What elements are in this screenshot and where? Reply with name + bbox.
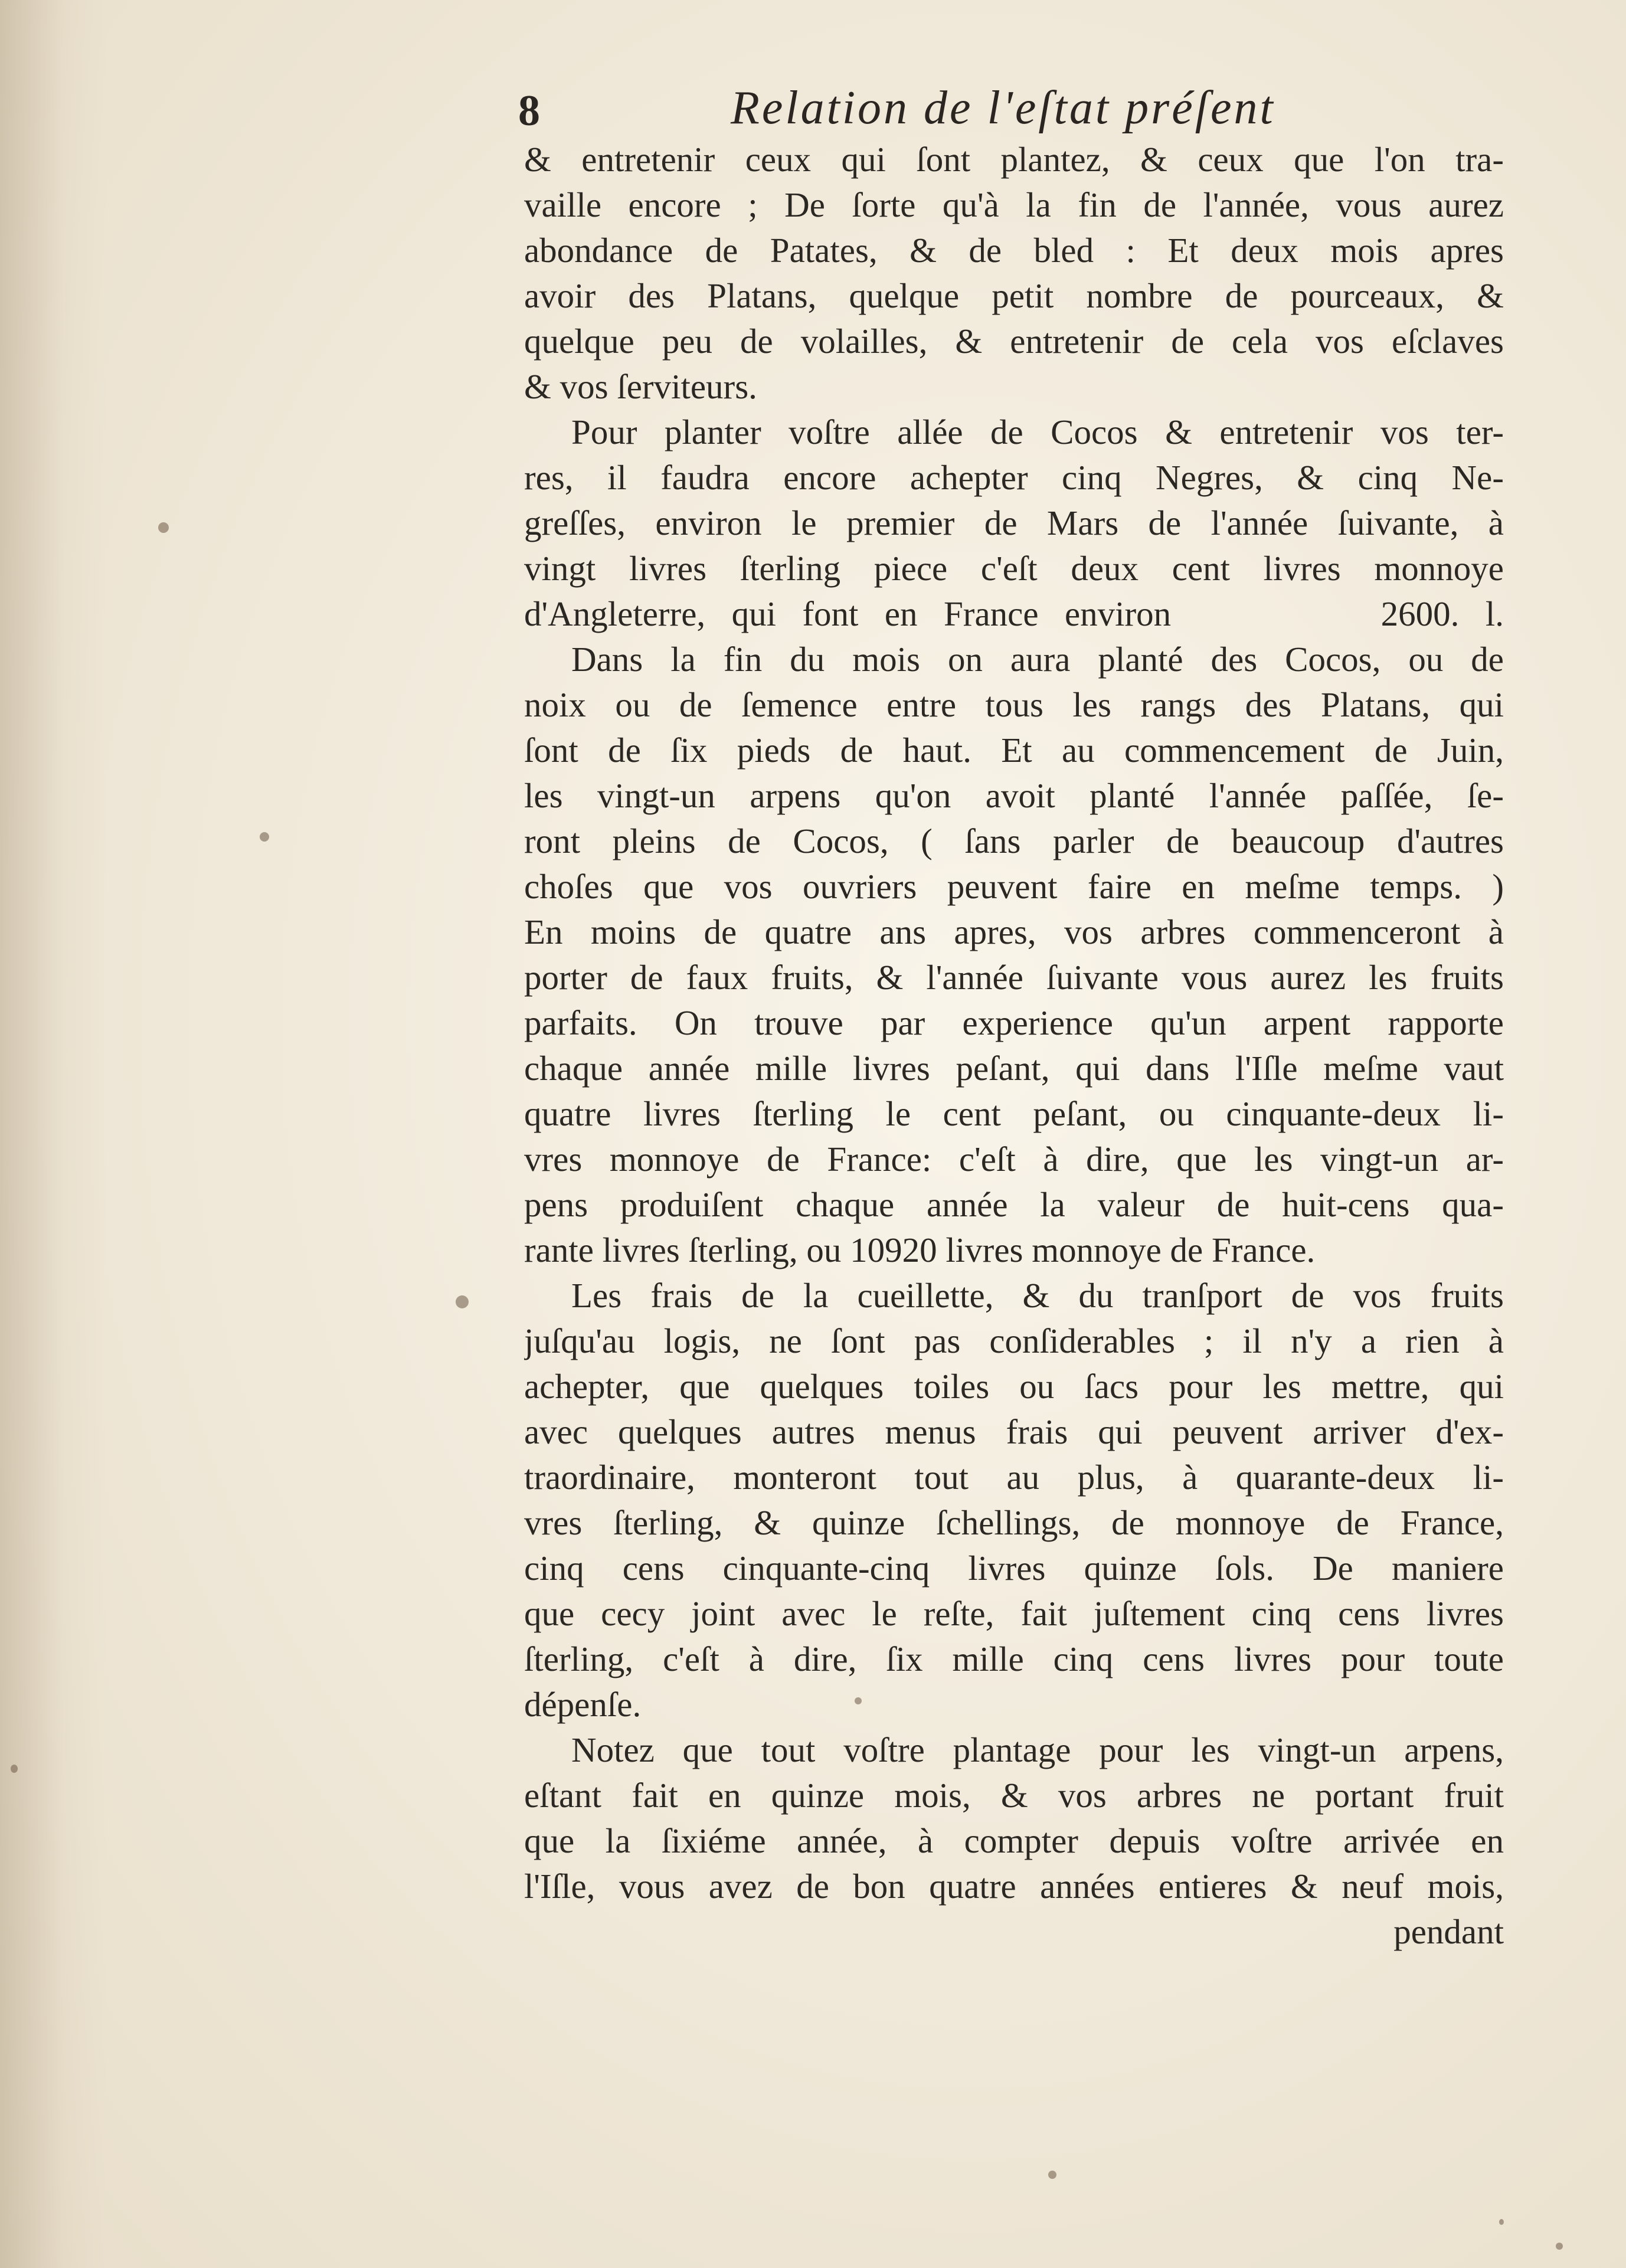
text-line: & vos ſerviteurs. [524,367,757,406]
text-line: ſont de ſix pieds de haut. Et au commencement de Juin, [524,731,1504,770]
text-line: eſtant fait en quinze mois, & vos arbres ne portant fruit [524,1776,1504,1815]
paragraph-first-line: Dans la fin du mois on aura planté des Cocos, ou de [571,640,1504,679]
foxing-spot [456,1295,469,1308]
text-line: choſes que vos ouvriers peuvent faire en meſme temps. ) [524,867,1504,906]
text-line: abondance de Patates, & de bled : Et deux mois apres [524,231,1504,270]
text-line: les vingt-un arpens qu'on avoit planté l'année paſſée, ſe- [524,776,1504,815]
text-line: quatre livres ſterling le cent peſant, ou cinquante-deux li- [524,1094,1504,1133]
text-line: res, il faudra encore achepter cinq Negres, & cinq Ne- [524,458,1504,497]
text-line: porter de faux fruits, & l'année ſuivante vous aurez les fruits [524,958,1504,997]
text-line: vaille encore ; De ſorte qu'à la fin de l'année, vous aurez [524,185,1504,224]
text-line: greſſes, environ le premier de Mars de l'année ſuivante, à [524,503,1504,542]
text-line: que la ſixiéme année, à compter depuis voſtre arrivée en [524,1821,1504,1860]
text-line: juſqu'au logis, ne ſont pas conſiderables ; il n'y a rien à [524,1321,1504,1360]
foxing-spot [1556,2243,1563,2250]
foxing-spot [158,522,169,533]
foxing-spot [1048,2171,1056,2179]
text-line: vingt livres ſterling piece c'eſt deux cent livres monnoye [524,549,1504,588]
text-line: d'Angleterre, qui font en France environ 2600. l. [524,594,1504,633]
text-line: avoir des Platans, quelque petit nombre de pourceaux, & [524,276,1504,315]
body-text [524,137,1504,1955]
text-line: & entretenir ceux qui ſont plantez, & ceux que l'on tra- [524,140,1504,179]
text-line: parfaits. On trouve par experience qu'un arpent rapporte [524,1003,1504,1042]
text-line: En moins de quatre ans apres, vos arbres commenceront à [524,912,1504,951]
foxing-spot [260,832,269,842]
gutter-shadow [0,0,106,2268]
text-line: noix ou de ſemence entre tous les rangs des Platans, qui [524,685,1504,724]
text-line: ſterling, c'eſt à dire, ſix mille cinq cens livres pour toute [524,1639,1504,1678]
text-line: vres ſterling, & quinze ſchellings, de monnoye de France, [524,1503,1504,1542]
text-line: ront pleins de Cocos, ( ſans parler de beaucoup d'autres [524,822,1504,860]
foxing-spot [1499,2219,1504,2225]
text-line: chaque année mille livres peſant, qui dans l'Iſle meſme vaut [524,1049,1504,1088]
text-line: avec quelques autres menus frais qui peuvent arriver d'ex- [524,1412,1504,1451]
text-line: pens produiſent chaque année la valeur de huit-cens qua- [524,1185,1504,1224]
text-line: quelque peu de volailles, & entretenir de cela vos eſclaves [524,322,1504,361]
paragraph-first-line: Les frais de la cueillette, & du tranſport de vos fruits [571,1276,1504,1315]
foxing-spot [11,1765,18,1773]
text-line: l'Iſle, vous avez de bon quatre années entieres & neuf mois, [524,1867,1504,1906]
paragraph-first-line: Notez que tout voſtre plantage pour les vingt-un arpens, [571,1730,1504,1769]
running-title: Relation de l'eſtat préſent [731,82,1275,134]
text-line: achepter, que quelques toiles ou ſacs pour les mettre, qui [524,1367,1504,1406]
catchword: pendant [1393,1912,1504,1951]
text-line: que cecy joint avec le reſte, fait juſtement cinq cens livres [524,1594,1504,1633]
text-line: vres monnoye de France: c'eſt à dire, que les vingt-un ar- [524,1140,1504,1179]
text-line: traordinaire, monteront tout au plus, à quarante-deux li- [524,1458,1504,1497]
text-line: dépenſe. [524,1685,642,1724]
page-number: 8 [518,87,540,135]
text-line: cinq cens cinquante-cinq livres quinze ſols. De maniere [524,1549,1504,1588]
text-line: rante livres ſterling, ou 10920 livres monnoye de France. [524,1230,1316,1269]
paragraph-first-line: Pour planter voſtre allée de Cocos & entretenir vos ter- [571,413,1504,451]
